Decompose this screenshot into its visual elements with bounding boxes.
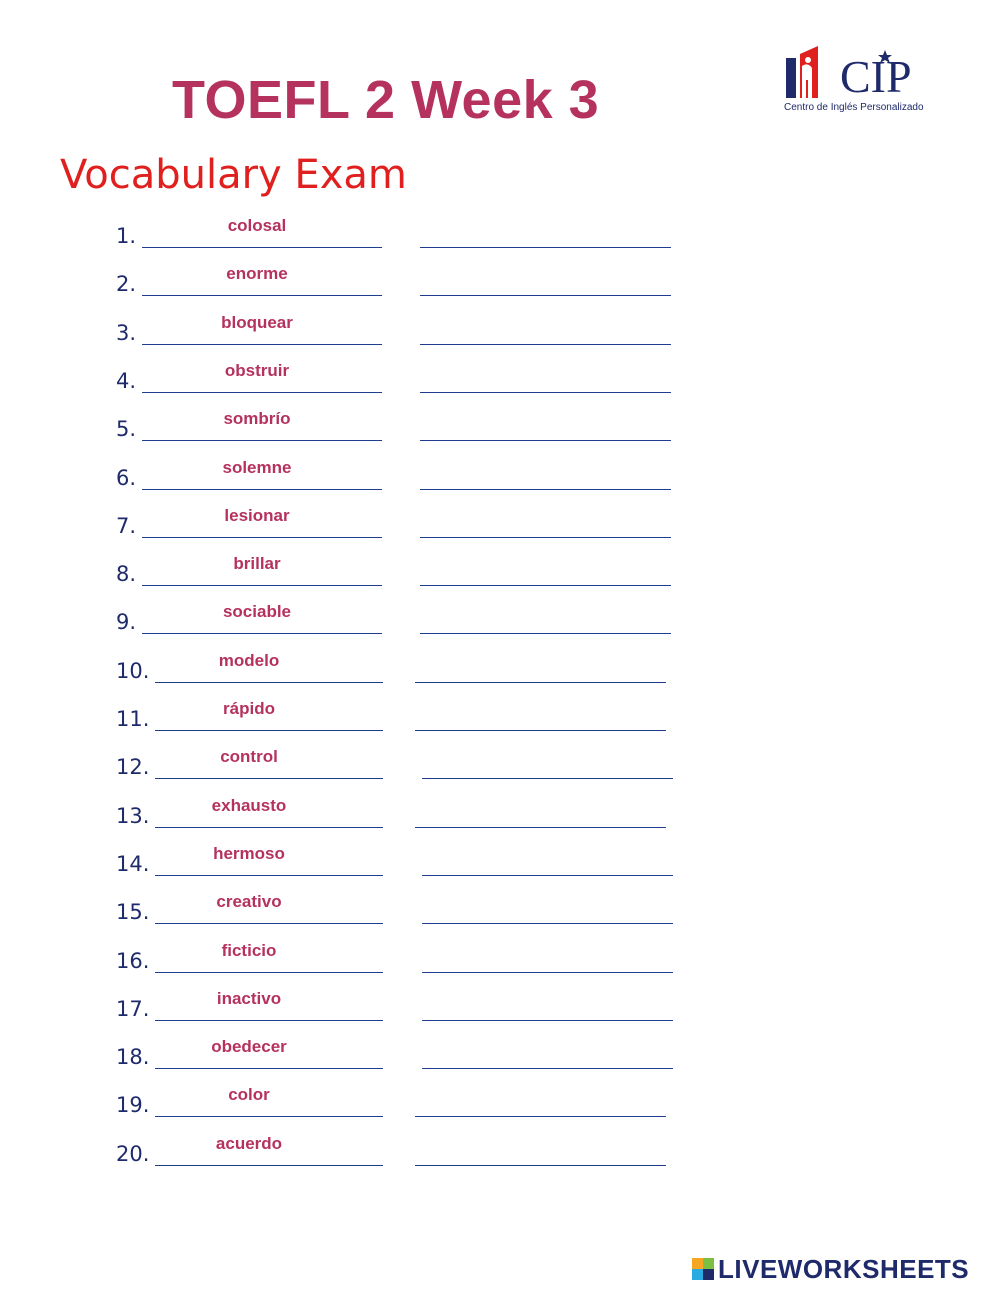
answer-line-spanish[interactable]	[142, 344, 382, 345]
answer-word: obstruir	[224, 360, 290, 380]
liveworksheets-icon	[692, 1258, 714, 1280]
item-number: 14.	[116, 851, 150, 876]
exam-row	[0, 933, 1000, 973]
answer-line-spanish[interactable]	[142, 295, 382, 296]
answer-line-spanish[interactable]	[155, 1068, 383, 1069]
answer-word: rápido	[223, 699, 275, 718]
item-number: 13.	[116, 803, 150, 828]
item-number: 17.	[116, 996, 150, 1021]
exam-row	[0, 643, 1000, 683]
exam-row	[0, 450, 1000, 490]
answer-line-spanish[interactable]	[155, 1116, 383, 1117]
answer-line-english[interactable]	[422, 875, 673, 876]
answer-word: obedecer	[211, 1037, 287, 1057]
answer-word: solemne	[222, 457, 292, 477]
answer-line-english[interactable]	[420, 633, 671, 634]
exam-row	[0, 981, 1000, 1021]
answer-line-spanish[interactable]	[155, 730, 383, 731]
answer-word: acuerdo	[215, 1133, 283, 1153]
liveworksheets-text: LIVEWORKSHEETS	[718, 1253, 970, 1284]
answer-line-english[interactable]	[415, 827, 666, 828]
exam-row	[0, 401, 1000, 441]
exam-row	[0, 836, 1000, 876]
answer-line-english[interactable]	[420, 440, 671, 441]
answer-line-spanish[interactable]	[142, 585, 382, 586]
answer-word: bloquear	[221, 312, 293, 332]
exam-row	[0, 498, 1000, 538]
exam-row	[0, 1126, 1000, 1166]
answer-line-english[interactable]	[422, 972, 673, 973]
answer-line-english[interactable]	[422, 1068, 673, 1069]
cip-logo	[780, 44, 940, 120]
answer-word: enorme	[226, 264, 288, 284]
exam-row	[0, 256, 1000, 296]
item-number: 3.	[116, 320, 137, 345]
answer-line-spanish[interactable]	[155, 1020, 383, 1021]
exam-row	[0, 788, 1000, 828]
answer-line-spanish[interactable]	[142, 392, 382, 393]
answer-line-spanish[interactable]	[155, 827, 383, 828]
answer-line-english[interactable]	[420, 344, 671, 345]
answer-word: brillar	[233, 554, 281, 574]
item-number: 11.	[116, 707, 150, 731]
item-number: 16.	[116, 948, 150, 973]
answer-line-english[interactable]	[415, 1165, 666, 1166]
answer-line-spanish[interactable]	[155, 1165, 383, 1166]
exam-row	[0, 305, 1000, 345]
answer-line-spanish[interactable]	[155, 875, 383, 876]
answer-line-english[interactable]	[420, 585, 671, 586]
cip-logo-brand: CIP	[840, 51, 912, 102]
item-number: 1.	[116, 224, 137, 248]
answer-word: colosal	[227, 216, 287, 235]
item-number: 2.	[116, 272, 137, 297]
answer-line-spanish[interactable]	[142, 633, 382, 634]
answer-line-english[interactable]	[420, 247, 671, 248]
answer-line-spanish[interactable]	[155, 923, 383, 924]
answer-line-spanish[interactable]	[142, 537, 382, 538]
exam-row	[0, 208, 1000, 248]
item-number: 18.	[116, 1045, 150, 1070]
exam-row	[0, 546, 1000, 586]
answer-word: hermoso	[213, 843, 285, 863]
answer-word: sociable	[222, 602, 292, 622]
item-number: 7.	[116, 513, 137, 538]
answer-word: creativo	[216, 892, 282, 912]
exam-row	[0, 739, 1000, 779]
item-number: 20.	[116, 1141, 150, 1166]
page-subtitle: Vocabulary Exam	[60, 152, 407, 198]
answer-line-english[interactable]	[420, 295, 671, 296]
exam-row	[0, 594, 1000, 634]
item-number: 4.	[116, 368, 137, 393]
item-number: 9.	[116, 610, 137, 635]
cip-logo-tagline: Centro de Inglés Personalizado	[784, 102, 924, 113]
answer-word: lesionar	[224, 505, 290, 525]
item-number: 15.	[116, 900, 150, 925]
answer-line-spanish[interactable]	[155, 972, 383, 973]
answer-word: inactivo	[216, 988, 282, 1008]
answer-word: modelo	[218, 650, 280, 670]
answer-line-spanish[interactable]	[155, 778, 383, 779]
exam-row	[0, 353, 1000, 393]
answer-line-english[interactable]	[420, 392, 671, 393]
answer-word: sombrío	[223, 409, 291, 429]
exam-row	[0, 691, 1000, 731]
item-number: 6.	[116, 465, 137, 490]
item-number: 8.	[116, 562, 137, 587]
answer-word: control	[220, 747, 278, 767]
answer-line-english[interactable]	[415, 682, 666, 683]
exam-row	[0, 1077, 1000, 1117]
answer-line-spanish[interactable]	[142, 440, 382, 441]
exam-row	[0, 884, 1000, 924]
page-title: TOEFL 2 Week 3	[172, 70, 600, 130]
item-number: 12.	[116, 755, 150, 780]
liveworksheets-watermark	[692, 1255, 969, 1283]
answer-line-english[interactable]	[415, 730, 666, 731]
answer-line-english[interactable]	[415, 1116, 666, 1117]
answer-line-english[interactable]	[422, 923, 673, 924]
item-number: 5.	[116, 417, 137, 442]
answer-line-spanish[interactable]	[142, 489, 382, 490]
answer-word: ficticio	[221, 940, 277, 960]
answer-line-english[interactable]	[420, 489, 671, 490]
item-number: 10.	[116, 658, 150, 683]
answer-line-english[interactable]	[422, 1020, 673, 1021]
answer-line-english[interactable]	[420, 537, 671, 538]
answer-line-english[interactable]	[422, 778, 673, 779]
item-number: 19.	[116, 1093, 150, 1118]
answer-word: exhausto	[211, 795, 287, 815]
answer-line-spanish[interactable]	[142, 247, 382, 248]
exam-row	[0, 1029, 1000, 1069]
answer-line-spanish[interactable]	[155, 682, 383, 683]
answer-word: color	[228, 1085, 270, 1105]
